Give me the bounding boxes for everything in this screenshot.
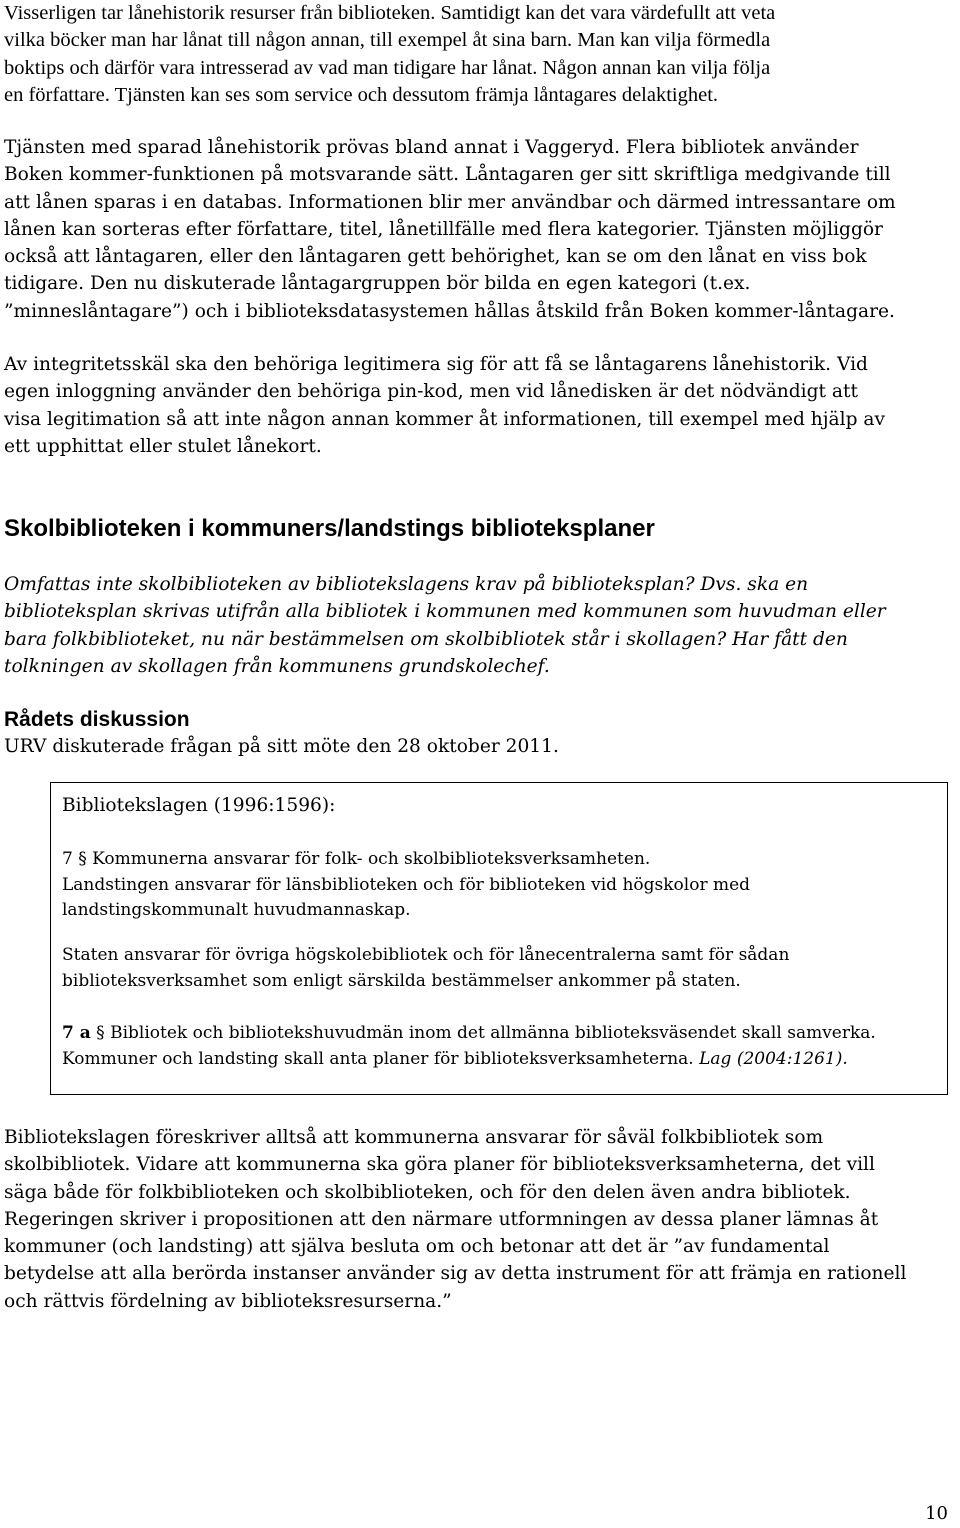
paragraph-vaggeryd-service bbox=[4, 134, 952, 325]
text-line: en författare. Tjänsten kan ses som service och dessutom främja låntagares delaktighet. bbox=[4, 83, 719, 106]
text-line: boktips och därför vara intresserad av vad man tidigare har lånat. Någon annan kan vilja följa bbox=[4, 56, 771, 79]
text-line: vilka böcker man har lånat till någon annan, till exempel åt sina barn. Man kan vilja förmedla bbox=[4, 29, 771, 52]
text-line bbox=[62, 1021, 876, 1047]
text-line: visa legitimation så att inte någon annan kommer åt informationen, till exempel med hjälp av bbox=[4, 408, 885, 430]
text-line: Visserligen tar lånehistorik resurser från biblioteken. Samtidigt kan det vara värdefullt att veta bbox=[4, 2, 776, 24]
text-line: egen inloggning använder den behöriga pin-kod, men vid lånedisken är det nödvändigt att bbox=[4, 381, 858, 403]
text-line: Landstingen ansvarar för länsbiblioteken och för biblioteken vid högskolor med bbox=[62, 874, 751, 895]
text-line: Regeringen skriver i propositionen att den närmare utformningen av dessa planer lämnas åt bbox=[4, 1208, 879, 1230]
text-line: säga både för folkbiblioteken och skolbiblioteken, och för den delen även andra bibliotek. bbox=[4, 1181, 851, 1203]
law-reference: Lag (2004:1261). bbox=[699, 1048, 848, 1069]
text-line: kommuner (och landsting) att själva besluta om och betonar att det är ”av fundamental bbox=[4, 1236, 830, 1258]
section-number: 7 bbox=[62, 849, 73, 869]
law-quote-box bbox=[50, 782, 948, 1095]
paragraph-loan-history-resources bbox=[4, 0, 952, 109]
section-text: Kommuner och landsting skall anta planer för biblioteksverksamheterna. bbox=[62, 1048, 694, 1069]
question-paragraph bbox=[4, 571, 952, 680]
section-heading: Skolbiblioteken i kommuners/landstings biblioteksplaner bbox=[4, 515, 655, 542]
text-line: bara folkbiblioteket, nu när bestämmelsen om skolbibliotek står i skollagen? Har fått den bbox=[4, 628, 848, 650]
page-number: 10 bbox=[925, 1503, 948, 1524]
text-line: tolkningen av skollagen från kommunens grundskolechef. bbox=[4, 655, 550, 677]
section-text: Bibliotek och bibliotekshuvudmän inom det allmänna biblioteksväsendet skall samverka. bbox=[110, 1023, 876, 1043]
law-title: Bibliotekslagen (1996:1596): bbox=[62, 795, 336, 816]
text-line: att lånen sparas i en databas. Informationen blir mer användbar och därmed intressantare om bbox=[4, 191, 896, 213]
text-line: Boken kommer-funktionen på motsvarande sätt. Låntagaren ger sitt skriftliga medgivande till bbox=[4, 164, 891, 186]
section-sign: § bbox=[78, 849, 87, 869]
text-line: Bibliotekslagen föreskriver alltså att kommunerna ansvarar för såväl folkbibliotek som bbox=[4, 1127, 824, 1148]
discussion-paragraph bbox=[4, 733, 952, 760]
text-line: biblioteksplan skrivas utifrån alla bibliotek i kommunen med kommunen som huvudman eller bbox=[4, 601, 886, 623]
law-state-paragraph bbox=[62, 943, 789, 994]
text-line: URV diskuterade frågan på sitt möte den 28 oktober 2011. bbox=[4, 736, 559, 757]
text-line: ett upphittat eller stulet lånekort. bbox=[4, 435, 322, 457]
text-line: Av integritetsskäl ska den behöriga legitimera sig för att få se låntagarens lånehistorik. Vid bbox=[4, 354, 868, 375]
section-text: Kommunerna ansvarar för folk- och skolbiblioteksverksamheten. bbox=[92, 849, 651, 869]
text-line: biblioteksverksamhet som enligt särskilda bestämmelser ankommer på staten. bbox=[62, 970, 741, 991]
paragraph-integrity bbox=[4, 351, 952, 460]
text-line bbox=[62, 847, 750, 873]
text-line bbox=[62, 1047, 876, 1073]
text-line: Omfattas inte skolbiblioteken av bibliotekslagens krav på biblioteksplan? Dvs. ska en bbox=[4, 574, 809, 595]
section-sign: § bbox=[96, 1023, 105, 1043]
text-line: och rättvis fördelning av biblioteksresurserna.” bbox=[4, 1290, 452, 1312]
law-section-7a bbox=[62, 1021, 876, 1072]
subsection-heading: Rådets diskussion bbox=[4, 708, 190, 731]
text-line: Staten ansvarar för övriga högskolebibliotek och för lånecentralerna samt för sådan bbox=[62, 945, 790, 965]
text-line: Tjänsten med sparad lånehistorik prövas bland annat i Vaggeryd. Flera bibliotek använder bbox=[4, 137, 859, 158]
text-line: skolbibliotek. Vidare att kommunerna ska göra planer för biblioteksverksamheterna, det vill bbox=[4, 1154, 875, 1176]
law-section-7 bbox=[62, 847, 750, 924]
text-line: landstingskommunalt huvudmannaskap. bbox=[62, 900, 411, 920]
text-line: betydelse att alla berörda instanser använder sig av detta instrument för att främja en rationell bbox=[4, 1263, 907, 1285]
text-line: ”minneslåntagare”) och i biblioteksdatasystemen hållas åtskild från Boken kommer-låntagare. bbox=[4, 300, 895, 322]
text-line: också att låntagaren, eller den låntagaren gett behörighet, kan se om den lånat en viss bok bbox=[4, 246, 867, 268]
text-line: lånen kan sorteras efter författare, titel, lånetillfälle med flera kategorier. Tjänsten möjliggör bbox=[4, 218, 883, 240]
paragraph-law-interpretation bbox=[4, 1124, 952, 1315]
text-line: tidigare. Den nu diskuterade låntagargruppen bör bilda en egen kategori (t.ex. bbox=[4, 273, 751, 295]
section-number: 7 a bbox=[62, 1023, 91, 1043]
